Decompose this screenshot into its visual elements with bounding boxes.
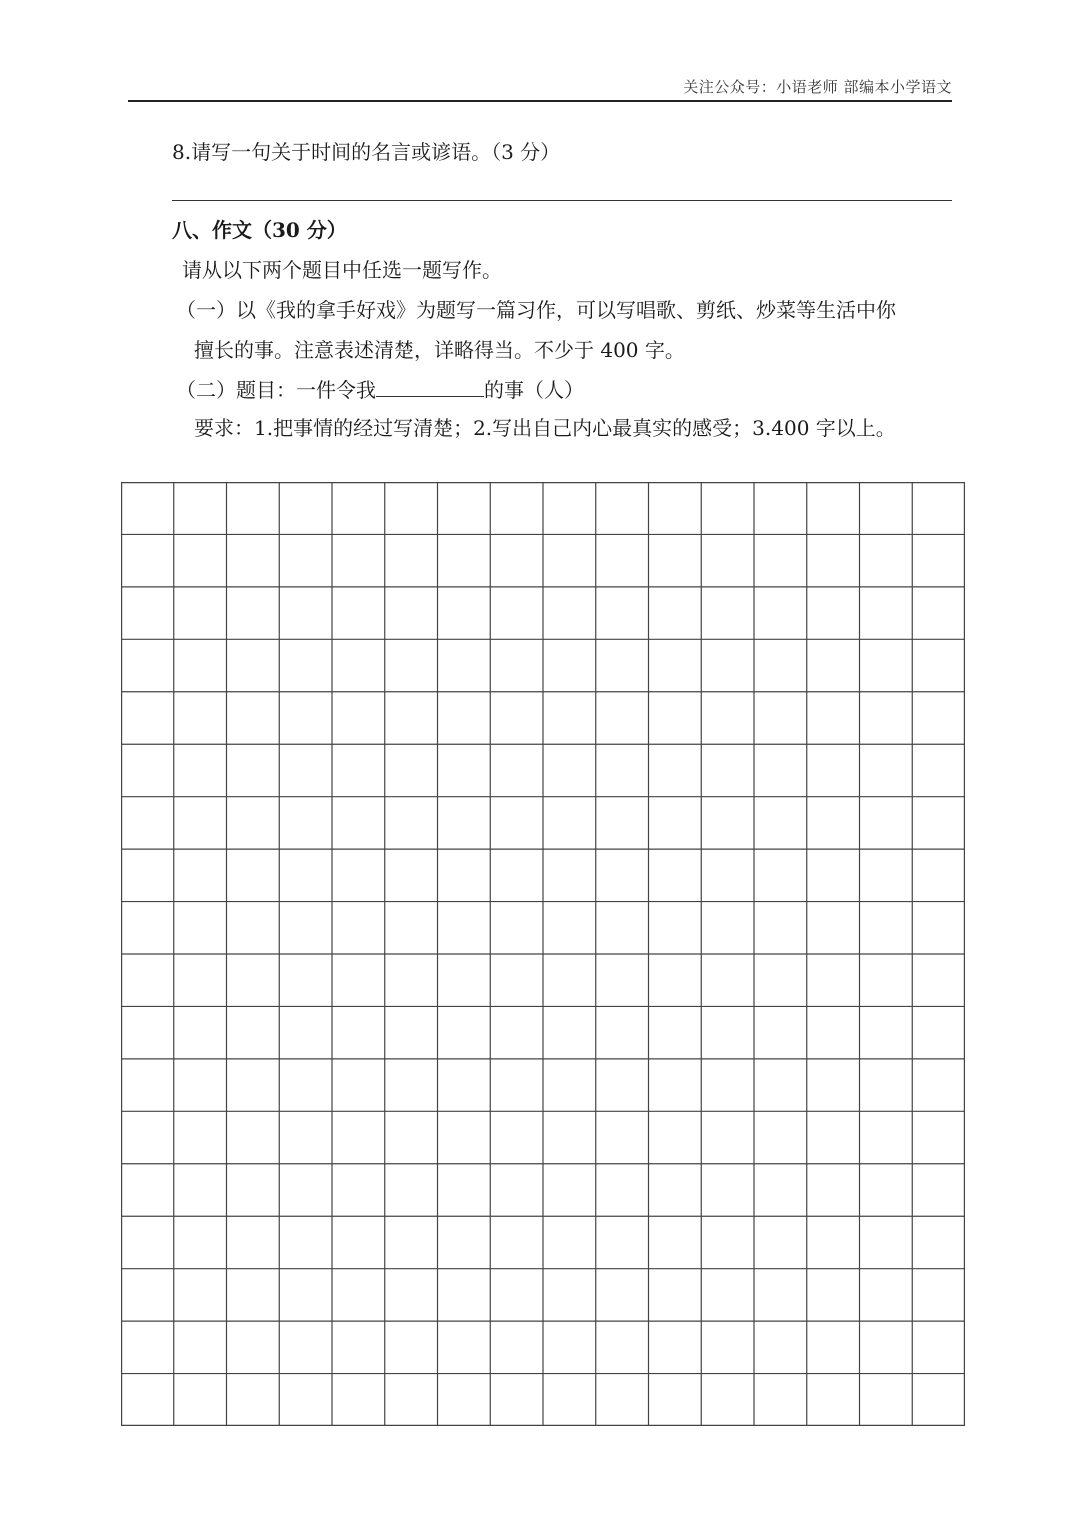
option-2-suffix: 的事（人） bbox=[484, 378, 584, 402]
section-intro: 请从以下两个题目中任选一题写作。 bbox=[182, 258, 502, 282]
section-title: 八、作文（30 分） bbox=[172, 218, 347, 242]
option-2-blank[interactable] bbox=[376, 374, 484, 397]
option-1-line-2: 擅长的事。注意表述清楚，详略得当。不少于 400 字。 bbox=[194, 338, 685, 362]
writing-grid[interactable] bbox=[121, 482, 965, 1426]
page-header: 关注公众号：小语老师 部编本小学语文 bbox=[683, 78, 952, 96]
option-1-line-1: （一）以《我的拿手好戏》为题写一篇习作，可以写唱歌、剪纸、炒菜等生活中你 bbox=[176, 298, 896, 322]
question-8: 8.请写一句关于时间的名言或谚语。（3 分） bbox=[172, 140, 561, 164]
option-2-prefix: （二）题目：一件令我 bbox=[176, 378, 376, 402]
question-8-answer-line[interactable] bbox=[172, 200, 952, 201]
option-2 bbox=[176, 374, 584, 404]
requirements: 要求：1.把事情的经过写清楚；2.写出自己内心最真实的感受；3.400 字以上。 bbox=[194, 416, 896, 440]
header-rule bbox=[128, 100, 952, 102]
